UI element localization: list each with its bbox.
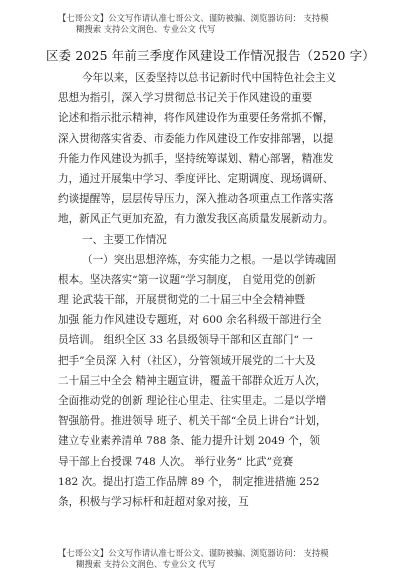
footer-banner-line-1: 【七哥公文】公文写作请认准七哥公文、谨防被骗、浏览器访问： 支持模 (58, 548, 329, 558)
document-body (58, 68, 358, 512)
body-line: 根本。坚决落实“第一议题”学习制度， 自觉用党的创新 (58, 273, 316, 286)
body-line: 论述和指示批示精神，将作风建设作为重要任务常抓不懈， (58, 112, 334, 125)
body-line: 加强 能力作风建设专题班，对 600 余名科级干部进行全 (58, 314, 322, 327)
footer-banner-line-2: 糊搜索 支持公文润色、专业公文 代写 (76, 559, 216, 569)
body-line: 条，积极与学习标杆和赶超对象对接，互 (58, 495, 249, 508)
body-line: 思想为指引，深入学习贯彻总书记关于作风建设的重要 (58, 92, 313, 105)
body-line: 导干部上台授课 748 人次。 举行业务“ 比武”竞赛 (58, 455, 294, 468)
footer-watermark-banner (58, 548, 358, 570)
body-line: 182 次。提出打造工作品牌 89 个， 制定推进措施 252 (58, 475, 320, 488)
body-line: 约谈提醒等，层层传导压力，深入推动各项重点工作落实落 (58, 193, 334, 206)
body-line: 全面推动党的创新 理论往心里走、往实里走。二是以学增 (58, 395, 327, 407)
header-banner-line-2: 糊搜索 支持公文润色、专业公文 代写 (76, 24, 216, 34)
header-banner-line-1: 【七哥公文】公文写作请认准七哥公文、谨防被骗、浏览器访问： 支持模 (58, 13, 329, 23)
body-line: 一、主要工作情况 (82, 233, 167, 246)
header-watermark-banner (58, 13, 358, 35)
body-line: 把手”全员深 入村（社区），分管领域开展党的二十大及 (58, 354, 316, 367)
document-title: 区委 2025 年前三季度作风建设工作情况报告（2520 字） (46, 48, 375, 63)
body-line: 员培训。 组织全区 33 名县级领导干部和区直部门“ 一 (58, 334, 313, 347)
body-line: 智强筋骨。推进领导 班子、机关干部“全员上讲台”计划， (58, 415, 327, 428)
body-line: 地，新风正气更加充盈，有力激发我区高质量发展新动力。 (58, 213, 334, 226)
body-line: （一）突出思想淬炼，夯实能力之根。一是以学铸魂固 (82, 253, 337, 266)
body-line: 升能力作风建设为抓手，坚持统筹谋划、精心部署，精准发 (58, 152, 334, 165)
body-line: 今年以来，区委坚持以总书记新时代中国特色社会主义 (82, 72, 337, 84)
body-line: 理 论武装干部，开展贯彻党的二十届三中全会精神暨 (58, 294, 306, 307)
body-line: 建立专业素养清单 788 条、能力提升计划 2049 个，领 (58, 435, 320, 448)
body-line: 二十届三中全会 精神主题宣讲，覆盖干部群众近万人次， (58, 374, 327, 387)
body-line: 力，通过开展集中学习、季度评比、定期调度、现场调研、 (58, 172, 334, 185)
body-line: 深入贯彻落实省委、市委能力作风建设工作安排部署，以提 (58, 132, 334, 145)
